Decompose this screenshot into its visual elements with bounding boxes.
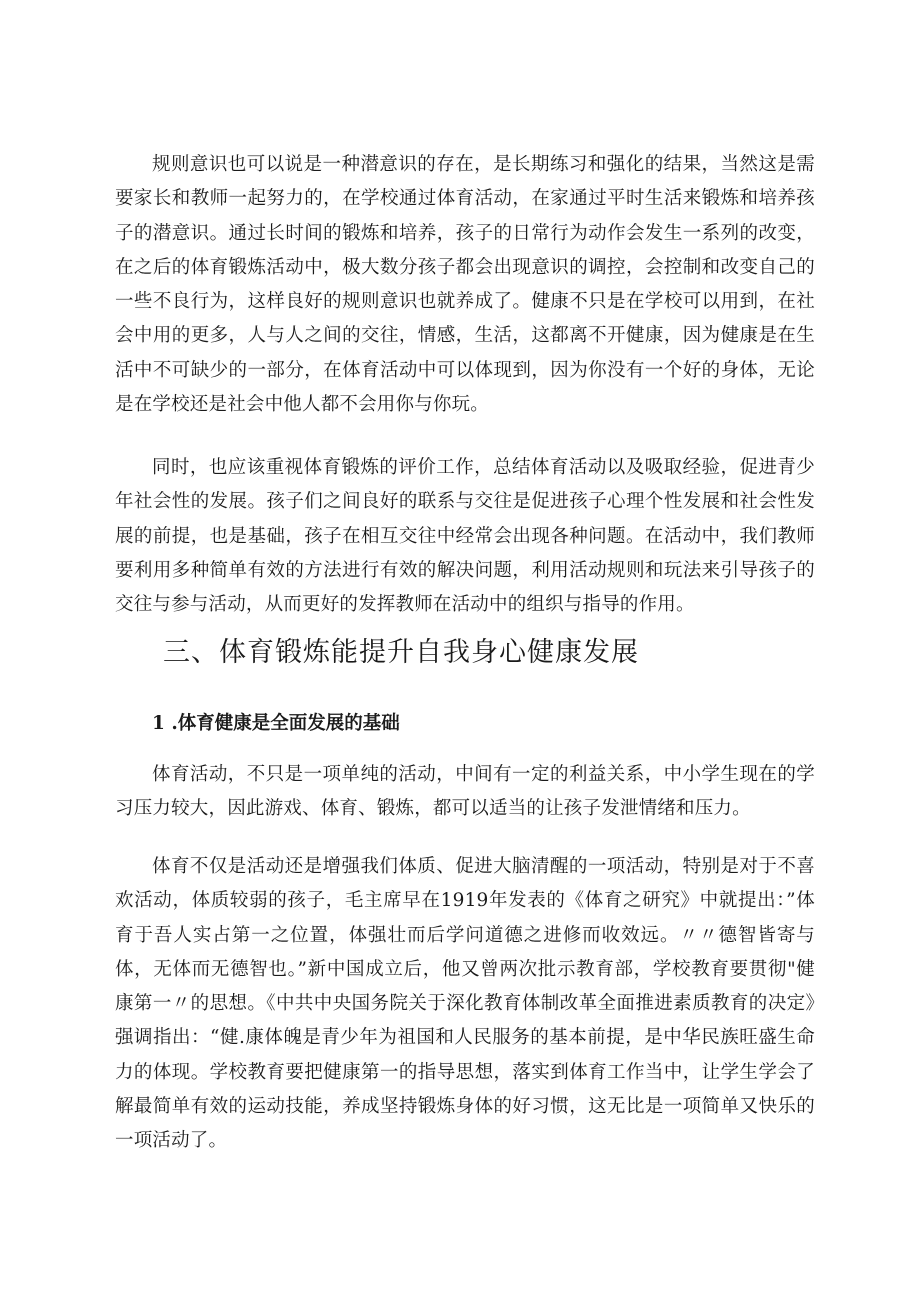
body-paragraph: 同时，也应该重视体育锻炼的评价工作，总结体育活动以及吸取经验，促进青少年社会性的发展。孩子们之间良好的联系与交往是促进孩子心理个性发展和社会性发展的前提，也是基础，孩子在相互交往中经常会出现各种问题。在活动中，我们教师要利用多种简单有效的方法进行有效的解决问题，利用活动规则和玩法来引导孩子的交往与参与活动，从而更好的发挥教师在活动中的组织与指导的作用。 <box>115 457 815 616</box>
body-paragraph: 规则意识也可以说是一种潜意识的存在，是长期练习和强化的结果，当然这是需要家长和教师一起努力的，在学校通过体育活动，在家通过平时生活来锻炼和培养孩子的潜意识。通过长时间的锻炼和培养，孩子的日常行为动作会发生一系列的改变，在之后的体育锻炼活动中，极大数分孩子都会出现意识的调控，会控制和改变自己的一些不良行为，这样良好的规则意识也就养成了。健康不只是在学校可以用到，在社会中用的更多，人与人之间的交往，情感，生活，这都离不开健康，因为健康是在生活中不可缺少的一部分，在体育活动中可以体现到，因为你没有一个好的身体，无论是在学校还是社会中他人都不会用你与你玩。 <box>115 154 815 416</box>
body-paragraph: 体育不仅是活动还是增强我们体质、促进大脑清醒的一项活动，特别是对于不喜欢活动，体质较弱的孩子，毛主席早在1919年发表的《体育之研究》中就提出：”体育于吾人实占第一之位置，体强壮而后学问道德之进修而收效远。〃〃德智皆寄与体，无体而无德智也。”新中国成立后，他又曾两次批示教育部，学校教育要贯彻"健康第一〃的思想。《中共中央国务院关于深化教育体制改革全面推进素质教育的决定》强调指出：“健.康体魄是青少年为祖国和人民服务的基本前提，是中华民族旺盛生命力的体现。学校教育要把健康第一的指导思想，落实到体育工作当中，让学生学会了解最简单有效的运动技能，养成坚持锻炼身体的好习惯，这无比是一项简单又快乐的一项活动了。 <box>115 856 815 1152</box>
body-paragraph: 体育活动，不只是一项单纯的活动，中间有一定的利益关系，中小学生现在的学习压力较大，因此游戏、体育、锻炼，都可以适当的让孩子发泄情绪和压力。 <box>115 764 815 820</box>
section-heading: 三、体育锻炼能提升自我身心健康发展 <box>163 637 639 668</box>
subsection-heading: 1 .体育健康是全面发展的基础 <box>152 713 400 734</box>
